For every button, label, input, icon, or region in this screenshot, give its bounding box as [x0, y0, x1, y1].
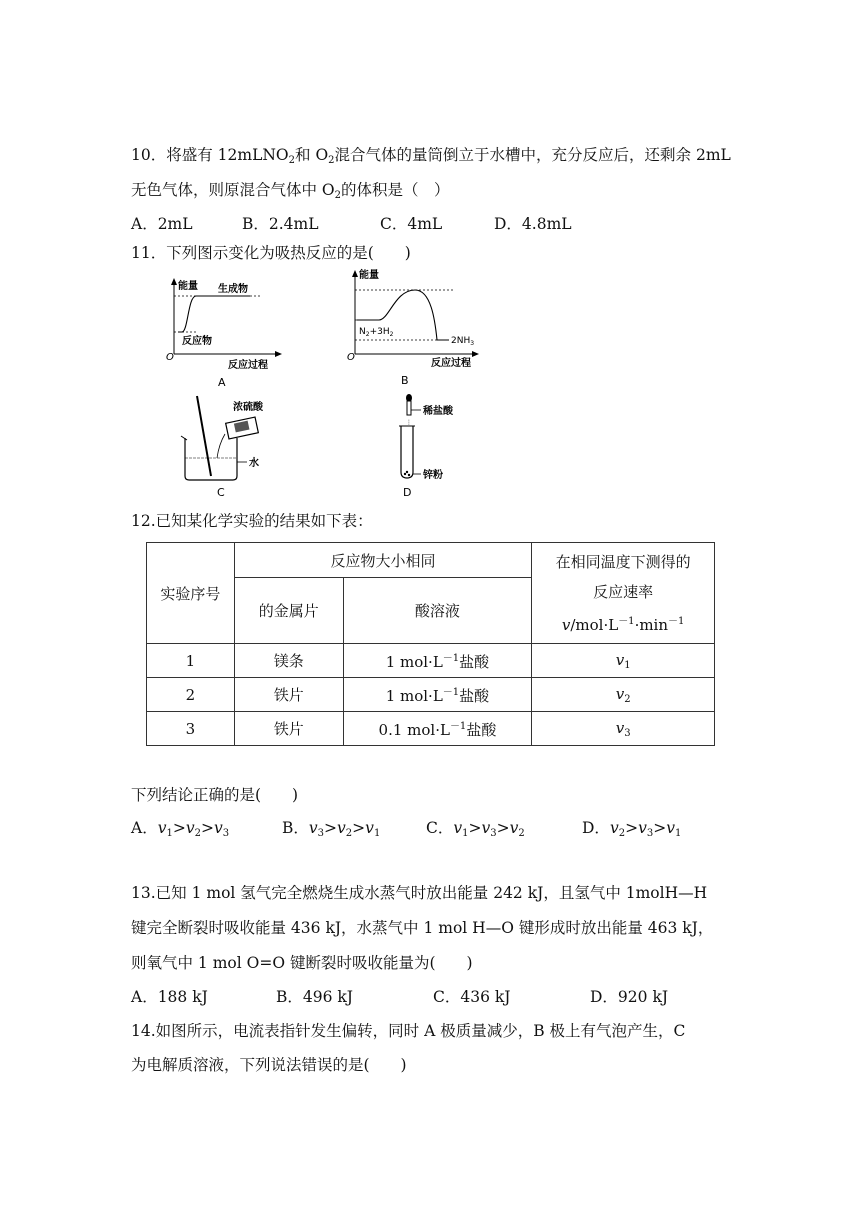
q12-option-c: C．$v_1>v_3>v_2$ — [426, 819, 525, 839]
q14-line2: 为电解质溶液，下列说法错误的是( ) — [131, 1056, 407, 1074]
figure-a-product: 生成物 — [218, 284, 248, 295]
table-row: 3 铁片 0.1 $mol\cdot L^{-1}$盐酸 $v_3$ — [147, 712, 715, 746]
header-acid: 酸溶液 — [343, 578, 532, 644]
figure-c-label: C — [217, 486, 225, 499]
q10-option-d: D．4.8mL — [494, 215, 572, 233]
figure-d-acid-label: 稀盐酸 — [423, 406, 453, 417]
q12-conclusion: 下列结论正确的是( ) — [131, 786, 299, 804]
q11-stem: 11．下列图示变化为吸热反应的是( ) — [131, 244, 411, 262]
table-row: 2 铁片 1 $mol\cdot L^{-1}$盐酸 $v_2$ — [147, 678, 715, 712]
q10-line2: 无色气体，则原混合气体中 $O_2$的体积是（ ） — [131, 181, 450, 201]
figure-d-test-tube — [385, 392, 495, 500]
q12-option-b: B．$v_3>v_2>v_1$ — [282, 819, 381, 839]
header-metal: 的金属片 — [234, 578, 343, 644]
q10-line1: 10．将盛有 12mLNO$_2$和 $O_2$混合气体的量筒倒立于水槽中，充分反应后，还剩余 2mL — [131, 146, 731, 166]
figure-c-dilution-apparatus — [175, 392, 295, 500]
q10-option-a: A．2mL — [131, 215, 193, 233]
figure-a-reactant: 反应物 — [182, 336, 212, 347]
q13-option-d: D．920 kJ — [590, 988, 669, 1006]
figure-c-water-label: 水 — [249, 458, 259, 469]
figure-b-ylabel: 能量 — [359, 270, 379, 281]
svg-text:⋮: ⋮ — [406, 419, 412, 426]
q13-line1: 13.已知 1 mol 氢气完全燃烧生成水蒸气时放出能量 242 kJ，且氢气中 1molH—H — [131, 884, 708, 902]
figure-a-ylabel: 能量 — [178, 281, 198, 292]
figure-a-label: A — [218, 376, 226, 389]
q14-line1: 14.如图所示，电流表指针发生偏转，同时 A 极质量减少，B 极上有气泡产生，C — [131, 1022, 686, 1040]
figure-a-xlabel: 反应过程 — [228, 360, 268, 371]
figure-b-product: $2NH_3$ — [451, 336, 475, 347]
figure-c-acid-label: 浓硫酸 — [233, 402, 263, 413]
q12-option-a: A．$v_1>v_2>v_3$ — [131, 819, 230, 839]
figure-d-label: D — [403, 486, 412, 499]
figure-a-energy-diagram — [160, 276, 290, 391]
q13-line2: 键完全断裂时吸收能量 436 kJ，水蒸气中 1 mol H—O 键形成时放出能量 463 kJ， — [131, 919, 714, 937]
figure-b-xlabel: 反应过程 — [431, 358, 471, 369]
table-row: 1 镁条 1 $mol\cdot L^{-1}$盐酸 $v_1$ — [147, 644, 715, 678]
q13-option-a: A．188 kJ — [131, 988, 208, 1006]
figure-a-origin: O — [166, 352, 174, 363]
q13-option-c: C．436 kJ — [433, 988, 511, 1006]
q12-stem: 12.已知某化学实验的结果如下表： — [131, 512, 373, 530]
figure-b-reactant: $N_2+3H_2$ — [359, 327, 394, 338]
figure-b-energy-diagram — [345, 264, 495, 389]
q12-option-d: D．$v_2>v_3>v_1$ — [582, 819, 682, 839]
figure-b-label: B — [401, 374, 409, 387]
q13-option-b: B．496 kJ — [276, 988, 354, 1006]
header-experiment-no: 实验序号 — [147, 543, 235, 644]
results-table — [146, 542, 715, 746]
q13-line3: 则氧气中 1 mol O=O 键断裂时吸收能量为( ) — [131, 954, 473, 972]
q10-option-b: B．2.4mL — [242, 215, 319, 233]
header-reaction-rate: 在相同温度下测得的 反应速率 $v/mol\cdot L^{-1}\cdot\min^{-1}$ — [532, 543, 715, 644]
figure-d-zinc-label: 锌粉 — [423, 470, 443, 481]
q10-option-c: C．4mL — [380, 215, 443, 233]
header-reactant-size: 反应物大小相同 — [234, 543, 531, 578]
figure-b-origin: O — [347, 352, 355, 363]
